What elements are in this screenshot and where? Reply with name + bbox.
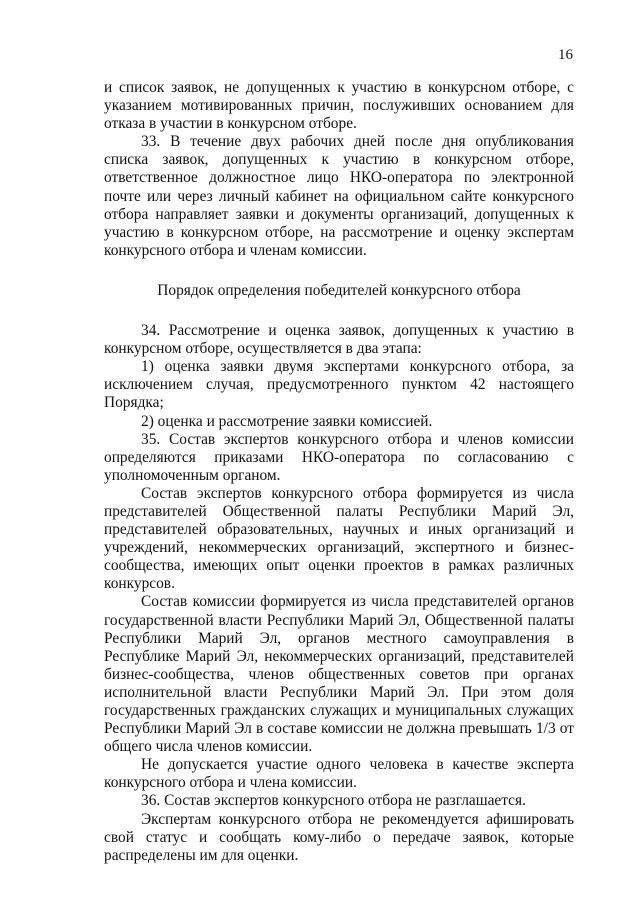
section-heading: Порядок определения победителей конкурсного отбора bbox=[157, 281, 521, 299]
page-body bbox=[104, 79, 574, 865]
paragraph-confidentiality: Экспертам конкурсного отбора не рекомендуется афишировать свой статус и сообщать кому-либо о передаче заявок, которые распределены им для оценки. bbox=[104, 810, 574, 864]
page-number: 16 bbox=[558, 47, 573, 63]
paragraph-experts-composition: Состав экспертов конкурсного отбора формируется из числа представителей Общественной палаты Республики Марий Эл, представителей образовательных, научных и иных организаций и учреждений, некоммерческих организаций, экспертного и бизнес-сообщества, имеющих опыт оценки проектов в рамках различных конкурсов. bbox=[104, 484, 574, 593]
paragraph-dual-role-prohibition: Не допускается участие одного человека в качестве эксперта конкурсного отбора и члена комиссии. bbox=[104, 756, 574, 792]
paragraph-34: 34. Рассмотрение и оценка заявок, допущенных к участию в конкурсном отборе, осуществляется в два этапа: bbox=[104, 322, 574, 358]
list-item-2: 2) оценка и рассмотрение заявки комиссией. bbox=[141, 412, 433, 430]
list-item-1: 1) оценка заявки двумя экспертами конкурсного отбора, за исключением случая, предусмотренного пунктом 42 настоящего Порядка; bbox=[104, 358, 574, 412]
paragraph-36: 36. Состав экспертов конкурсного отбора не разглашается. bbox=[141, 792, 526, 810]
paragraph-continuation: и список заявок, не допущенных к участию в конкурсном отборе, с указанием мотивированных причин, послуживших основанием для отказа в участии в конкурсном отборе. bbox=[104, 79, 574, 133]
paragraph-35: 35. Состав экспертов конкурсного отбора и членов комиссии определяются приказами НКО-оператора по согласованию с уполномоченным органом. bbox=[104, 430, 574, 484]
paragraph-commission-composition: Состав комиссии формируется из числа представителей органов государственной власти Республики Марий Эл, Общественной палаты Республики Марий Эл, органов местного самоуправления в Республике Марий Эл, некоммерческих организаций, представителей бизнес-сообщества, членов общественных советов при органах исполнительной власти Республики Марий Эл. При этом доля государственных гражданских служащих и муниципальных служащих Республики Марий Эл в составе комиссии не должна превышать 1/3 от общего числа членов комиссии. bbox=[104, 593, 574, 756]
paragraph-33: 33. В течение двух рабочих дней после дня опубликования списка заявок, допущенных к участию в конкурсном отборе, ответственное должностное лицо НКО-оператора по электронной почте или через личный кабинет на официальном сайте конкурсного отбора направляет заявки и документы организаций, допущенных к участию в конкурсном отборе, на рассмотрение и оценку экспертам конкурсного отбора и членам комиссии. bbox=[104, 133, 574, 259]
